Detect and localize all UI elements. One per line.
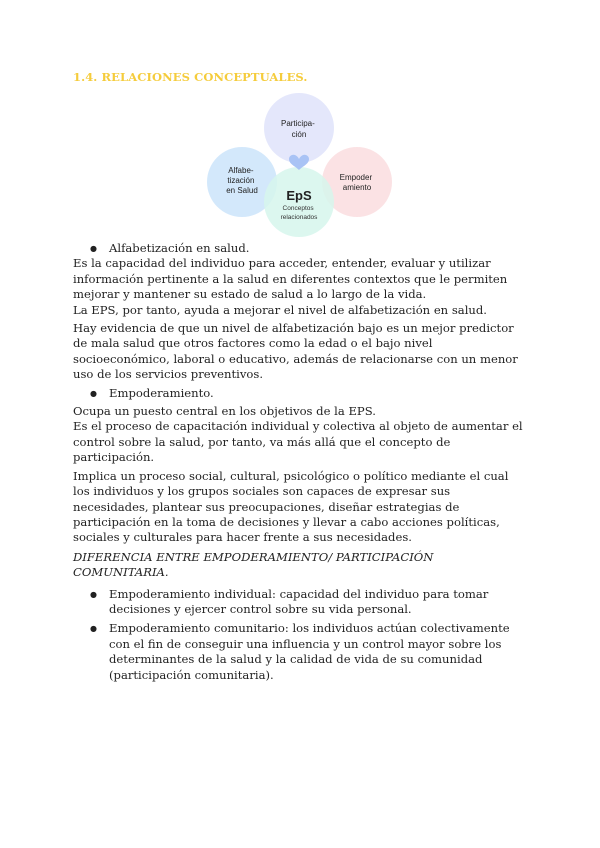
center-subtitle-line: Conceptos [282,205,314,212]
subheading: DIFERENCIA ENTRE EMPODERAMIENTO/ PARTICIPACIÓN COMUNITARIA. [73,549,434,580]
paragraph-evidence: Hay evidencia de que un nivel de alfabetización bajo es un mejor predictor de mala salud que otros factores como la edad o el bajo nivel socioeconómico, laboral o educativo, además de relacionarse con un menor uso de los servicios preventivos. [73,321,518,382]
paragraph-implies: Implica un proceso social, cultural, psicológico o político mediante el cual los individuos y los grupos sociales son capaces de expresar sus necesidades, plantear sus preocupaciones, diseñar estrategias de participación en la toma de decisiones y llevar a cabo acciones políticas, sociales y culturales para hacer frente a sus necesidades. [73,468,509,545]
bullet-alfabetizacion: ● Alfabetización en salud. [73,241,528,256]
bullet-empoderamiento: ● Empoderamiento. [73,386,528,401]
list-item: ● Empoderamiento comunitario: los individuos actúan colectivamente con el fin de conseguir una influencia y un control mayor sobre los determinantes de la salud y la calidad de vida de su comunidad (participación comunitaria). [73,621,528,683]
document-body [73,241,528,687]
circle-top-line: Participa- [280,119,315,128]
concept-venn-diagram [200,88,400,240]
circle-left-line: tización [227,176,255,185]
center-title: EpS [286,188,312,203]
paragraph-process: Es el proceso de capacitación individual y colectiva al objeto de aumentar el control sobre la salud, por tanto, va más allá que el concepto de participación. [73,419,523,465]
list-item: ● Empoderamiento individual: capacidad del individuo para tomar decisiones y ejercer control sobre su vida personal. [73,587,528,618]
paragraph-eps: La EPS, por tanto, ayuda a mejorar el nivel de alfabetización en salud. [73,302,487,317]
circle-left-line: en Salud [226,186,258,195]
section-heading: 1.4. RELACIONES CONCEPTUALES. [73,70,308,84]
center-subtitle-line: relacionados [280,214,318,221]
difference-list [73,587,528,683]
paragraph-definition: Es la capacidad del individuo para acceder, entender, evaluar y utilizar información pertinente a la salud en diferentes contextos que le permiten mejorar y mantener su estado de salud a lo largo de la vida. [73,256,508,302]
paragraph-central: Ocupa un puesto central en los objetivos de la EPS. [73,404,376,419]
circle-left-line: Alfabe- [228,166,254,175]
circle-right-line: amiento [342,183,372,192]
circle-top [264,93,334,163]
circle-right-label [340,173,375,192]
circle-right-line: Empoder [339,173,373,182]
circle-left-label [226,166,258,195]
circle-top-line: ción [291,130,307,139]
